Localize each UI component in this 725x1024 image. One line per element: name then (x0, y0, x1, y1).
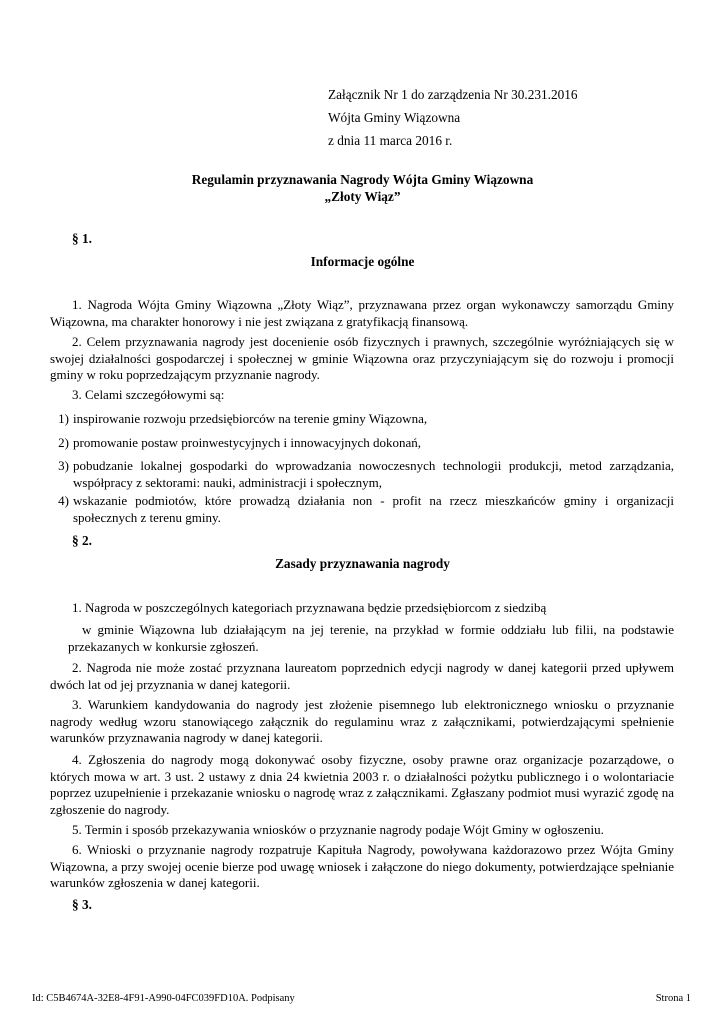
section-1-paragraph-1: 1. Nagroda Wójta Gminy Wiązowna „Złoty Wiąz”, przyznawana przez organ wykonawczy samorządu Gminy Wiązowna, ma charakter honorowy i nie jest związana z gratyfikacją finansową. (50, 297, 674, 329)
list-item-number: 4) (58, 493, 69, 508)
list-item (50, 458, 674, 491)
section-2-paragraph-5: 5. Termin i sposób przekazywania wniosków o przyznanie nagrody podaje Wójt Gminy w ogłoszeniu. (72, 822, 604, 837)
list-item-text: inspirowanie rozwoju przedsiębiorców na terenie gminy Wiązowna, (73, 411, 428, 426)
section-3-number: § 3. (72, 897, 92, 912)
header-line-2: Wójta Gminy Wiązowna (328, 110, 461, 125)
section-2-heading: Zasady przyznawania nagrody (275, 556, 450, 571)
footer-document-id: Id: C5B4674A-32E8-4F91-A990-04FC039FD10A. Podpisany (32, 993, 295, 1004)
section-2-paragraph-4: 4. Zgłoszenia do nagrody mogą dokonywać osoby fizyczne, osoby prawne oraz organizacje pozarządowe, o których mowa w art. 3 ust. 2 ustawy z dnia 24 kwietnia 2003 r. o działalności pożytku publicznego i o wolontariacie poprzez uzupełnienie i przekazanie wniosku o nagrodę wraz z załącznikami. Zgłaszany podmiot musi wyrazić zgodę na zgłoszenie do nagrody. (50, 752, 674, 817)
list-item (50, 411, 674, 428)
section-1-number: § 1. (72, 231, 92, 246)
document-title (0, 171, 725, 205)
section-1-paragraph-2: 2. Celem przyznawania nagrody jest docenienie osób fizycznych i prawnych, szczególnie wyróżniających się w swojej działalności gospodarczej i społecznej w gminie Wiązowna oraz przyczyniającym się do rozwoju i promocji gminy w roku poprzedzającym przyznanie nagrody. (50, 334, 674, 382)
section-2-paragraph-6: 6. Wnioski o przyznanie nagrody rozpatruje Kapituła Nagrody, powoływana każdorazowo przez Wójta Gminy Wiązowna, a przy swojej ocenie bierze pod uwagę wniosek i załączone do niego dokumenty, potwierdzające spełnianie warunków zgłoszenia w danej kategorii. (50, 842, 674, 890)
section-2-paragraph-1a: 1. Nagroda w poszczególnych kategoriach przyznawana będzie przedsiębiorcom z siedzibą (72, 600, 547, 615)
list-item-text: promowanie postaw proinwestycyjnych i innowacyjnych dokonań, (73, 435, 422, 450)
header-line-3: z dnia 11 marca 2016 r. (328, 133, 453, 148)
section-2-paragraph-1b: w gminie Wiązowna lub działającym na jej terenie, na przykład w formie oddziału lub filii, na podstawie przekazanych w konkursie zgłoszeń. (68, 622, 674, 654)
list-item-number: 3) (58, 458, 69, 473)
section-2-paragraph-3: 3. Warunkiem kandydowania do nagrody jest złożenie pisemnego lub elektronicznego wniosku o przyznanie nagrody według wzoru stanowiącego załącznik do regulaminu wraz z załącznikami, potwierdzającymi spełnienie warunków przyznawania nagrody w danej kategorii. (50, 697, 674, 745)
title-line-2: „Złoty Wiąz” (324, 189, 401, 204)
section-1-heading: Informacje ogólne (310, 254, 415, 269)
header-line-1: Załącznik Nr 1 do zarządzenia Nr 30.231.2016 (328, 87, 578, 102)
list-item-number: 1) (58, 411, 69, 426)
list-item (50, 493, 674, 526)
title-line-1: Regulamin przyznawania Nagrody Wójta Gminy Wiązowna (191, 172, 534, 187)
section-2-number: § 2. (72, 533, 92, 548)
attachment-header (328, 83, 578, 152)
list-item-number: 2) (58, 435, 69, 450)
list-item (50, 435, 674, 452)
list-item-text: wskazanie podmiotów, które prowadzą działania non - profit na rzecz mieszkańców gminy i organizacji społecznych z terenu gminy. (73, 493, 674, 525)
list-item-text: pobudzanie lokalnej gospodarki do wprowadzania nowoczesnych technologii produkcji, metod zarządzania, współpracy z sektorami: nauki, administracji i społecznym, (73, 458, 674, 490)
footer-page-number: Strona 1 (655, 993, 691, 1004)
section-2-paragraph-2: 2. Nagroda nie może zostać przyznana laureatom poprzednich edycji nagrody w danej kategorii przed upływem dwóch lat od jej przyznania w danej kategorii. (50, 660, 674, 692)
section-1-paragraph-3: 3. Celami szczegółowymi są: (72, 387, 225, 402)
